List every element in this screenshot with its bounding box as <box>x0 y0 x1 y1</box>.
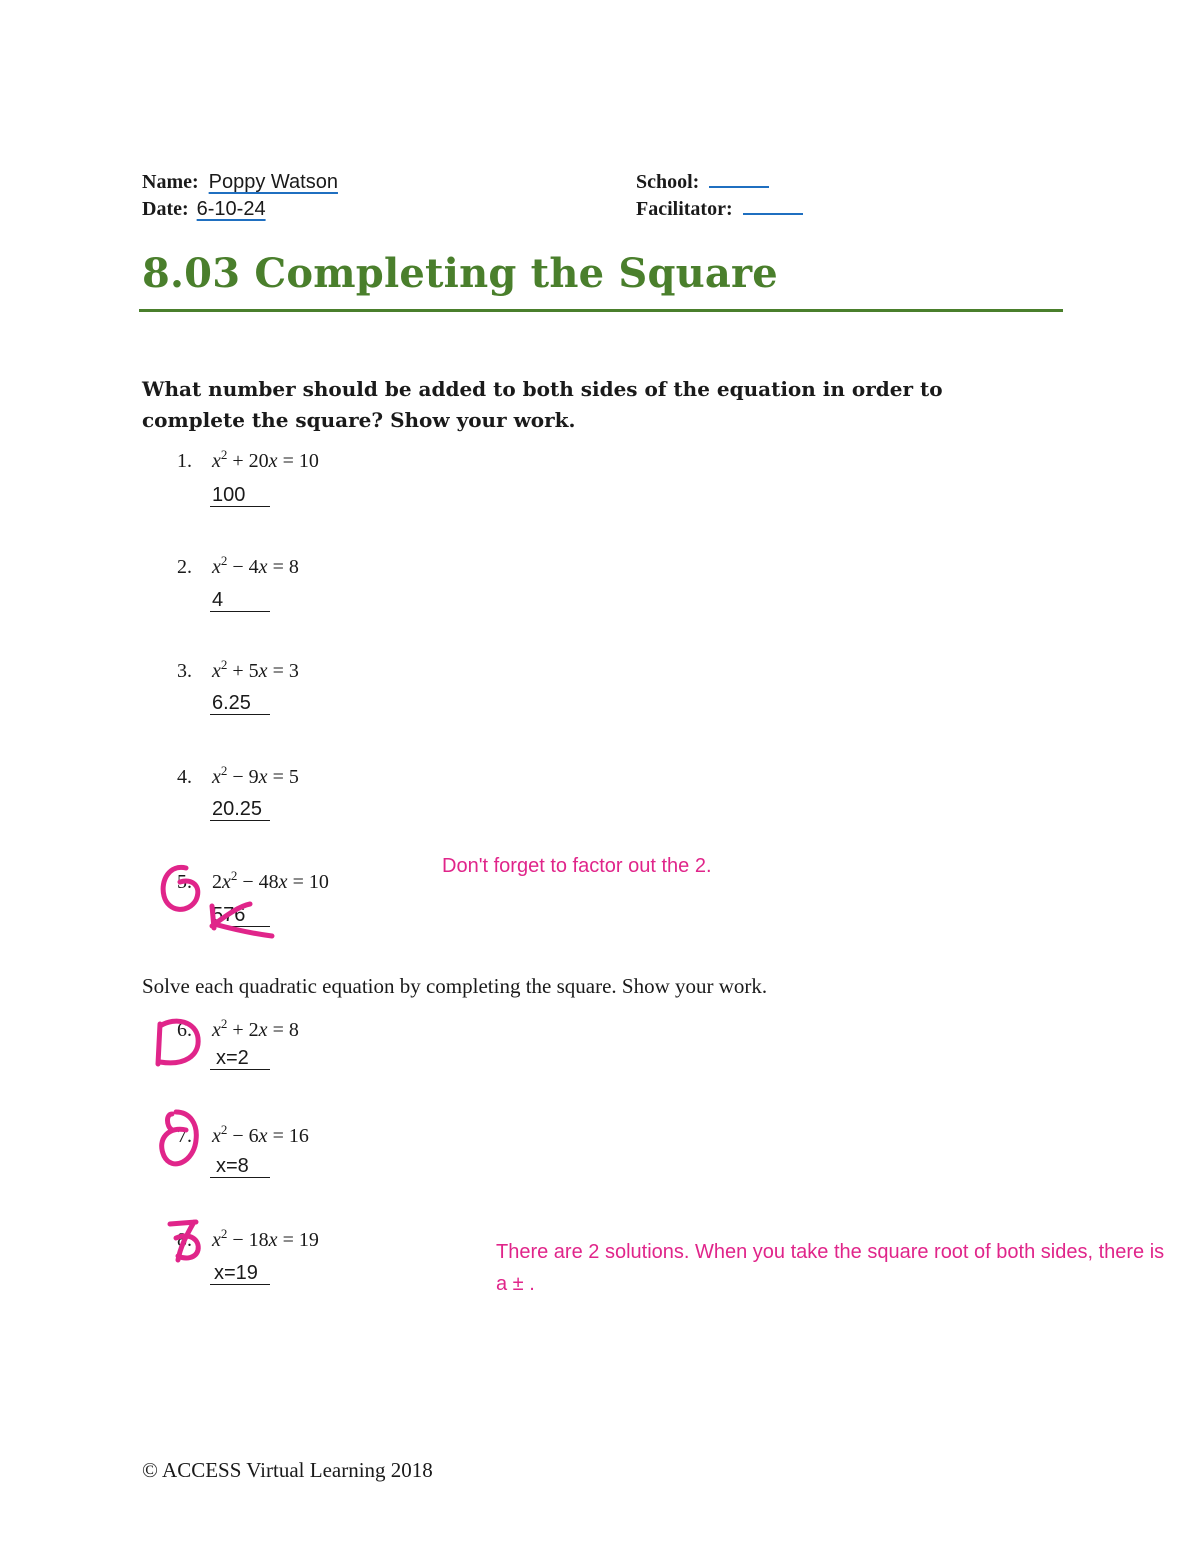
answer-field[interactable]: 6.25 <box>210 692 270 715</box>
zero-mark <box>163 867 198 909</box>
question-equation: $2x^2 - 48x = 10$ <box>212 868 329 893</box>
answer-field[interactable]: 20.25 <box>210 798 270 821</box>
question-number: 4. <box>177 766 192 788</box>
question-number: 1. <box>177 450 192 472</box>
question-equation: $x^2 + 5x = 3$ <box>212 657 299 682</box>
section2-instruction: Solve each quadratic equation by completing the square. Show your work. <box>142 974 768 998</box>
question-number: 5. <box>177 871 192 893</box>
name-label: Name: <box>142 171 199 193</box>
name-value[interactable]: Poppy Watson <box>208 171 338 193</box>
question-equation: $x^2 - 18x = 19$ <box>212 1226 319 1251</box>
page-title: 8.03 Completing the Square <box>142 250 778 297</box>
facilitator-label: Facilitator: <box>636 198 733 220</box>
teacher-comment-factor: Don't forget to factor out the 2. <box>442 855 712 877</box>
answer-field[interactable]: 100 <box>210 484 270 507</box>
comment-line: There are 2 solutions. When you take the square root of both sides, there is <box>496 1241 1165 1263</box>
section1-instruction: What number should be added to both sides of the equation in order to complete the square? Show your work. <box>142 377 943 432</box>
question-equation: $x^2 + 20x = 10$ <box>212 447 319 472</box>
date-value[interactable]: 6-10-24 <box>196 198 266 220</box>
answer-field[interactable]: x=2 <box>210 1047 270 1070</box>
scribble-mark <box>212 904 272 936</box>
zero-mark <box>162 1112 197 1164</box>
question-equation: $x^2 - 9x = 5$ <box>212 763 299 788</box>
question-equation: $x^2 + 2x = 8$ <box>212 1016 299 1041</box>
footer-copyright: © ACCESS Virtual Learning 2018 <box>142 1458 433 1482</box>
question-number: 7. <box>177 1125 192 1147</box>
school-label: School: <box>636 171 700 193</box>
question-number: 6. <box>177 1019 192 1041</box>
question-number: 3. <box>177 660 192 682</box>
answer-field[interactable]: x=19 <box>210 1262 270 1285</box>
question-number: 2. <box>177 556 192 578</box>
zero-mark <box>158 1021 198 1064</box>
question-equation: $x^2 - 4x = 8$ <box>212 553 299 578</box>
date-label: Date: <box>142 198 189 220</box>
question-number: 8. <box>177 1229 192 1251</box>
answer-field[interactable]: 576 <box>210 904 270 927</box>
answer-field[interactable]: x=8 <box>210 1155 270 1178</box>
answer-field[interactable]: 4 <box>210 589 270 612</box>
comment-line: a ± . <box>496 1273 535 1295</box>
zero-mark <box>170 1222 198 1260</box>
question-equation: $x^2 - 6x = 16$ <box>212 1122 309 1147</box>
